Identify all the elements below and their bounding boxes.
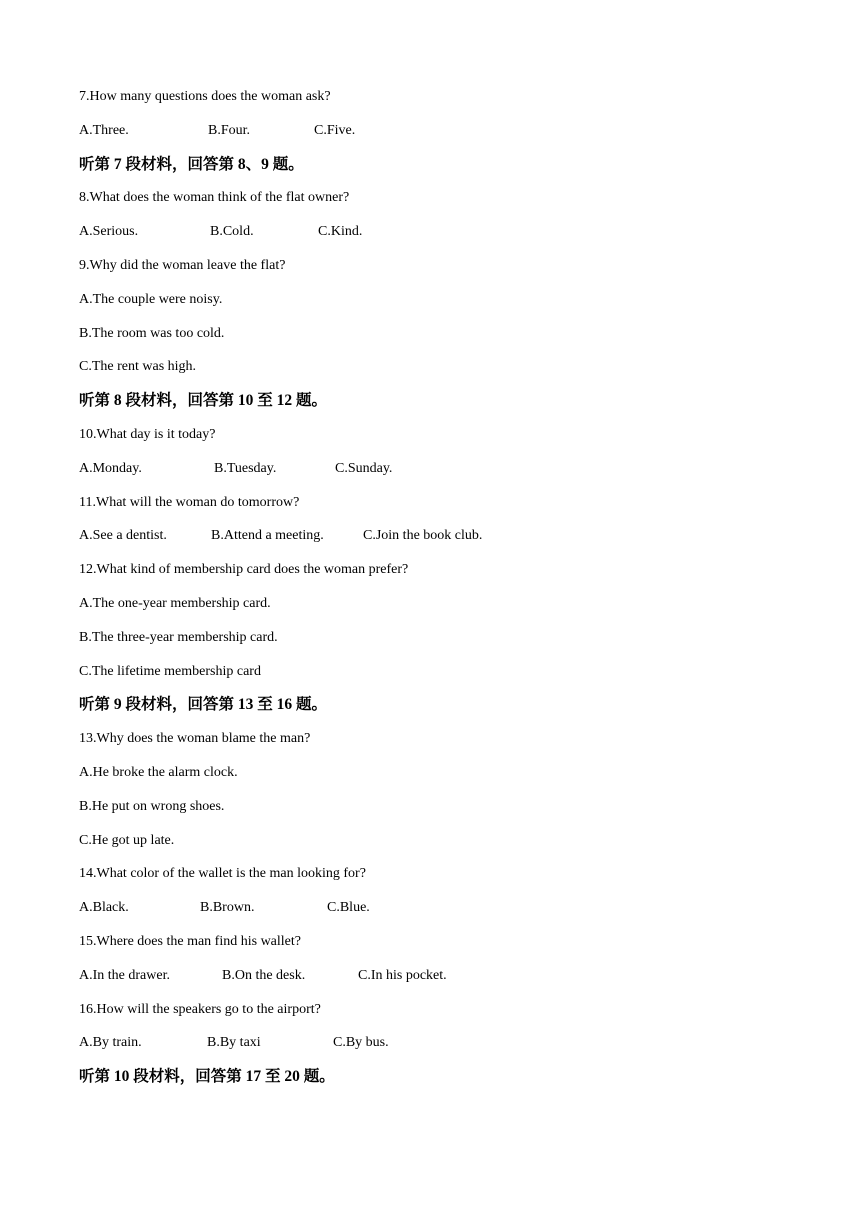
option-b: B.Four. (208, 122, 251, 138)
option-b: B.On the desk. (222, 967, 306, 983)
question-13: 13.Why does the woman blame the man? (79, 731, 311, 747)
option-a: A.Monday. (79, 460, 142, 476)
options-16 (79, 1032, 799, 1066)
option-b: B.Cold. (210, 224, 254, 240)
option-c: C.Join the book club. (363, 528, 483, 544)
option-a: A.See a dentist. (79, 528, 167, 544)
option-c: C.The rent was high. (79, 359, 197, 375)
option-b: B.The room was too cold. (79, 325, 225, 341)
options-8 (79, 221, 799, 255)
section-heading: 听第 9 段材料，回答第 13 至 16 题。 (79, 696, 328, 714)
option-b: B.Attend a meeting. (211, 528, 324, 544)
option-a: A.Black. (79, 900, 129, 916)
question-8: 8.What does the woman think of the flat owner? (79, 190, 350, 206)
option-a: A.The couple were noisy. (79, 291, 223, 307)
options-15 (79, 965, 799, 999)
option-b: B.By taxi (207, 1035, 261, 1051)
question-14: 14.What color of the wallet is the man looking for? (79, 866, 366, 882)
question-16: 16.How will the speakers go to the airport? (79, 1001, 321, 1017)
option-c: C.Five. (314, 122, 356, 138)
option-a: A.He broke the alarm clock. (79, 764, 238, 780)
option-c: C.Blue. (327, 900, 370, 916)
option-b: B.The three-year membership card. (79, 629, 278, 645)
document-page (79, 86, 799, 1100)
options-7 (79, 120, 799, 154)
options-14 (79, 897, 799, 931)
section-heading: 听第 10 段材料，回答第 17 至 20 题。 (79, 1068, 335, 1086)
option-c: C.Kind. (318, 224, 363, 240)
option-a: A.In the drawer. (79, 967, 170, 983)
option-b: B.Brown. (200, 900, 255, 916)
section-heading: 听第 8 段材料，回答第 10 至 12 题。 (79, 392, 328, 410)
option-c: C.The lifetime membership card (79, 663, 261, 679)
question-15: 15.Where does the man find his wallet? (79, 933, 301, 949)
option-c: C.In his pocket. (358, 967, 447, 983)
option-c: C.Sunday. (335, 460, 393, 476)
options-10 (79, 458, 799, 492)
question-9: 9.Why did the woman leave the flat? (79, 257, 286, 273)
section-heading: 听第 7 段材料，回答第 8、9 题。 (79, 155, 304, 173)
question-7: 7.How many questions does the woman ask? (79, 89, 331, 104)
question-11: 11.What will the woman do tomorrow? (79, 494, 300, 510)
option-a: A.Three. (79, 122, 129, 138)
option-b: B.He put on wrong shoes. (79, 798, 225, 814)
option-a: A.The one-year membership card. (79, 595, 271, 611)
option-c: C.By bus. (333, 1035, 389, 1051)
option-c: C.He got up late. (79, 832, 175, 848)
option-b: B.Tuesday. (214, 460, 277, 476)
question-10: 10.What day is it today? (79, 426, 216, 442)
question-12: 12.What kind of membership card does the woman prefer? (79, 562, 409, 578)
option-a: A.Serious. (79, 224, 139, 240)
options-11 (79, 525, 799, 559)
option-a: A.By train. (79, 1035, 142, 1051)
